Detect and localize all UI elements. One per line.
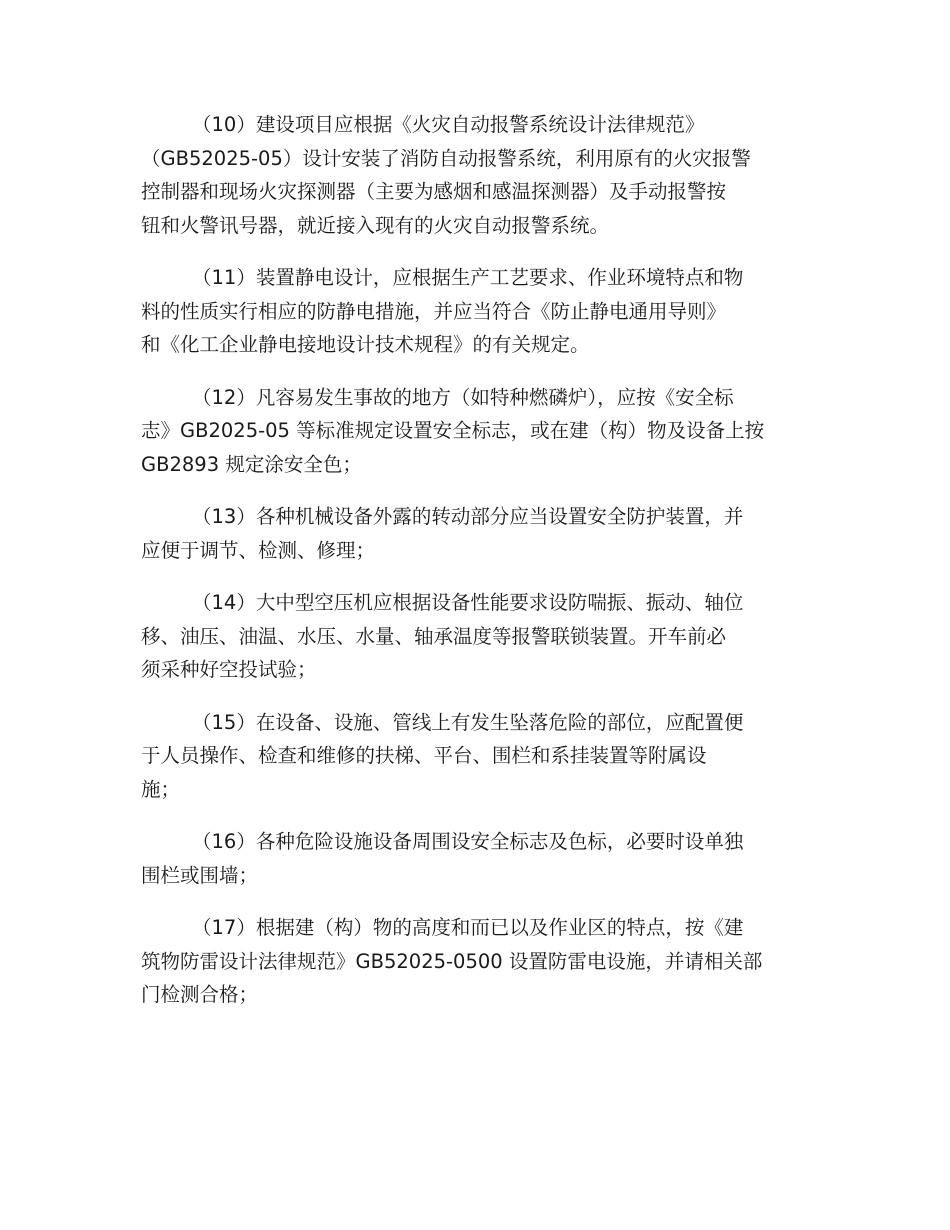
paragraph-line: 移、油压、油温、水压、水量、轴承温度等报警联锁装置。开车前必	[141, 624, 727, 648]
document-body	[141, 108, 809, 1031]
paragraph-line: 于人员操作、检查和维修的扶梯、平台、围栏和系挂装置等附属设	[141, 744, 707, 767]
paragraph-11	[141, 261, 809, 362]
paragraph-line: （10）建设项目应根据《火灾自动报警系统设计法律规范》	[192, 113, 705, 136]
paragraph-line: （16）各种危险设施设备周围设安全标志及色标，必要时设单独	[192, 830, 744, 853]
paragraph-line: 门检测合格；	[141, 983, 259, 1006]
paragraph-line: 应便于调节、检测、修理；	[141, 538, 376, 562]
paragraph-line: （12）凡容易发生事故的地方（如特种燃磷炉），应按《安全标	[192, 385, 734, 409]
paragraph-line: 和《化工企业静电接地设计技术规程》的有关规定。	[141, 333, 590, 356]
paragraph-line: （GB52025-05）设计安装了消防自动报警系统，利用原有的火灾报警	[141, 146, 751, 170]
paragraph-line: （17）根据建（构）物的高度和而已以及作业区的特点，按《建	[192, 916, 744, 939]
paragraph-line: 料的性质实行相应的防静电措施，并应当符合《防止静电通用导则》	[141, 299, 727, 323]
paragraph-line: 施；	[141, 777, 181, 801]
paragraph-line: 志》GB2025-05 等标准规定设置安全标志，或在建（构）物及设备上按	[141, 419, 765, 442]
paragraph-14	[141, 586, 809, 687]
paragraph-line: 控制器和现场火灾探测器（主要为感烟和感温探测器）及手动报警按	[141, 180, 727, 203]
paragraph-line: 围栏或围墙；	[141, 863, 259, 887]
paragraph-10	[141, 108, 809, 242]
paragraph-line: 须采种好空投试验；	[141, 658, 317, 681]
paragraph-line: （13）各种机械设备外露的转动部分应当设置安全防护装置，并	[192, 505, 744, 528]
paragraph-16	[141, 825, 809, 892]
paragraph-13	[141, 500, 809, 567]
paragraph-12	[141, 381, 809, 482]
paragraph-line: （15）在设备、设施、管线上有发生坠落危险的部位，应配置便	[192, 710, 744, 734]
paragraph-line: （14）大中型空压机应根据设备性能要求设防喘振、振动、轴位	[192, 591, 744, 614]
paragraph-line: 钮和火警讯号器，就近接入现有的火灾自动报警系统。	[141, 213, 610, 237]
paragraph-line: （11）装置静电设计，应根据生产工艺要求、作业环境特点和物	[192, 266, 744, 289]
paragraph-line: GB2893 规定涂安全色；	[141, 452, 362, 476]
paragraph-17	[141, 911, 809, 1012]
paragraph-line: 筑物防雷设计法律规范》GB52025-0500 设置防雷电设施，并请相关部	[141, 949, 763, 973]
paragraph-15	[141, 706, 809, 807]
